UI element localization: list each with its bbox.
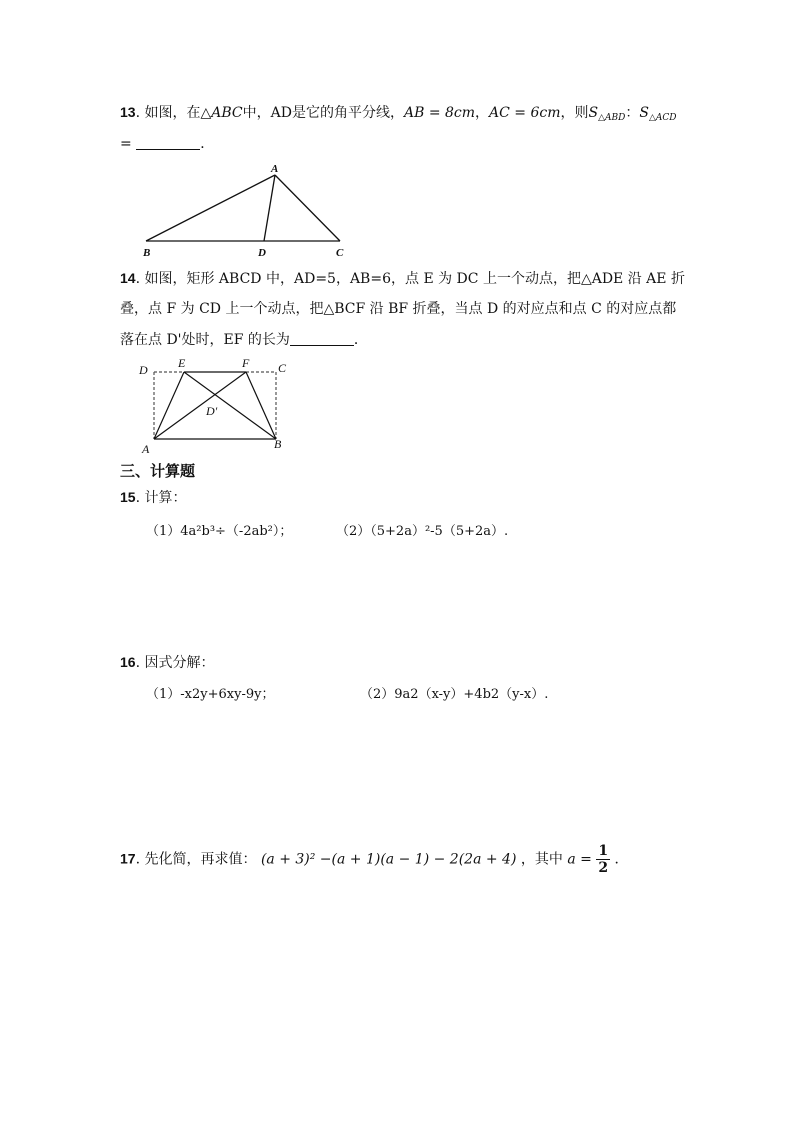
q17-denominator: 2	[598, 860, 609, 876]
q15-title-line	[120, 487, 186, 508]
q14-line2	[120, 299, 676, 319]
q16-dot: .	[135, 655, 141, 671]
q14-segment-eb	[184, 372, 276, 439]
q14-line3	[120, 330, 368, 350]
q17-dot: .	[135, 851, 141, 868]
q13-comma: ，	[475, 105, 490, 121]
q13-end: ．	[200, 136, 215, 152]
q14-segment-bf	[246, 372, 276, 439]
q14-segment-ae	[154, 372, 184, 439]
q14-answer-blank	[290, 331, 354, 346]
q13-text-a: 如图，在	[144, 105, 201, 121]
q17-number: 17	[120, 850, 136, 867]
q14-label-dprime: D'	[206, 404, 218, 418]
q17-fraction	[596, 843, 610, 876]
q13-dot: .	[135, 105, 141, 121]
q13-ab: AB = 8cm	[403, 105, 476, 121]
q17-text2: ，其中	[520, 851, 563, 868]
q14-label-c: C	[278, 361, 287, 375]
q14-label-b: B	[274, 437, 282, 451]
q17-line	[120, 843, 629, 876]
q13-ac: AC = 6cm	[489, 105, 561, 121]
q13-label-a: A	[271, 163, 279, 175]
q15-part2: （2）（5+2a）²-5（5+2a）.	[336, 524, 509, 539]
q14-text3a: 落在点 D'处时，EF 的长为	[120, 332, 290, 348]
section-3-heading: 三、计算题	[120, 463, 196, 480]
q13-eq: =	[120, 136, 132, 152]
q15-dot: .	[135, 490, 141, 506]
q17-text: 先化简，再求值：	[144, 851, 257, 868]
q16-part2: （2）9a2（x-y）+4b2（y-x）.	[360, 687, 549, 702]
q14-label-d: D	[139, 363, 148, 377]
q13-sub-abd: △ABD	[598, 113, 626, 123]
q13-line2	[120, 134, 214, 154]
q13-label-d: D	[258, 247, 266, 259]
q16-title-line	[120, 652, 214, 673]
q13-bisector-ad	[264, 175, 275, 241]
q16-number: 16	[120, 654, 136, 670]
q15-part1: （1）4a²b³÷（-2ab²）；	[146, 524, 293, 539]
q15-number: 15	[120, 489, 136, 505]
q16-part1: （1）-x2y+6xy-9y；	[146, 687, 275, 702]
q13-triangle: △ABC	[200, 105, 243, 121]
q13-number: 13	[120, 104, 136, 120]
q14-label-e: E	[178, 356, 186, 370]
q13-colon: ：	[625, 105, 640, 121]
q13-text-b: 中，AD是它的角平分线，	[242, 105, 404, 121]
q13-s1: S	[588, 105, 599, 121]
q13-side-ab	[146, 175, 275, 241]
q13-s2: S	[639, 105, 649, 121]
q17-expression: (a + 3)² −(a + 1)(a − 1) − 2(2a + 4)	[260, 851, 517, 868]
q13-label-b: B	[143, 247, 151, 259]
q13-figure	[138, 160, 378, 260]
q14-label-a: A	[142, 442, 150, 456]
q14-dot: .	[135, 271, 141, 287]
q14-text3b: ．	[353, 332, 368, 348]
q14-number: 14	[120, 270, 136, 286]
q13-side-ac	[275, 175, 340, 241]
q13-line1	[120, 102, 677, 125]
q14-line1	[120, 268, 685, 289]
q14-text2: 叠，点 F 为 CD 上一个动点，把△BCF 沿 BF 折叠，当点 D 的对应点和点 C 的对应点都	[120, 301, 677, 317]
q14-segment-fa	[154, 372, 246, 439]
q17-a-equals: a =	[567, 851, 592, 868]
q16-title: 因式分解：	[144, 655, 215, 671]
q15-title: 计算：	[144, 490, 187, 506]
q17-numerator: 1	[598, 843, 609, 859]
q13-text-c: ，则	[560, 105, 589, 121]
q14-label-f: F	[242, 356, 250, 370]
q14-text1: 如图，矩形 ABCD 中，AD=5，AB=6，点 E 为 DC 上一个动点，把△ADE 沿 AE 折	[144, 271, 685, 287]
q14-figure	[136, 356, 306, 456]
q13-label-c: C	[336, 247, 344, 259]
q13-answer-blank	[136, 135, 200, 150]
q17-end: ．	[614, 851, 629, 868]
q13-sub-acd: △ACD	[648, 113, 677, 123]
